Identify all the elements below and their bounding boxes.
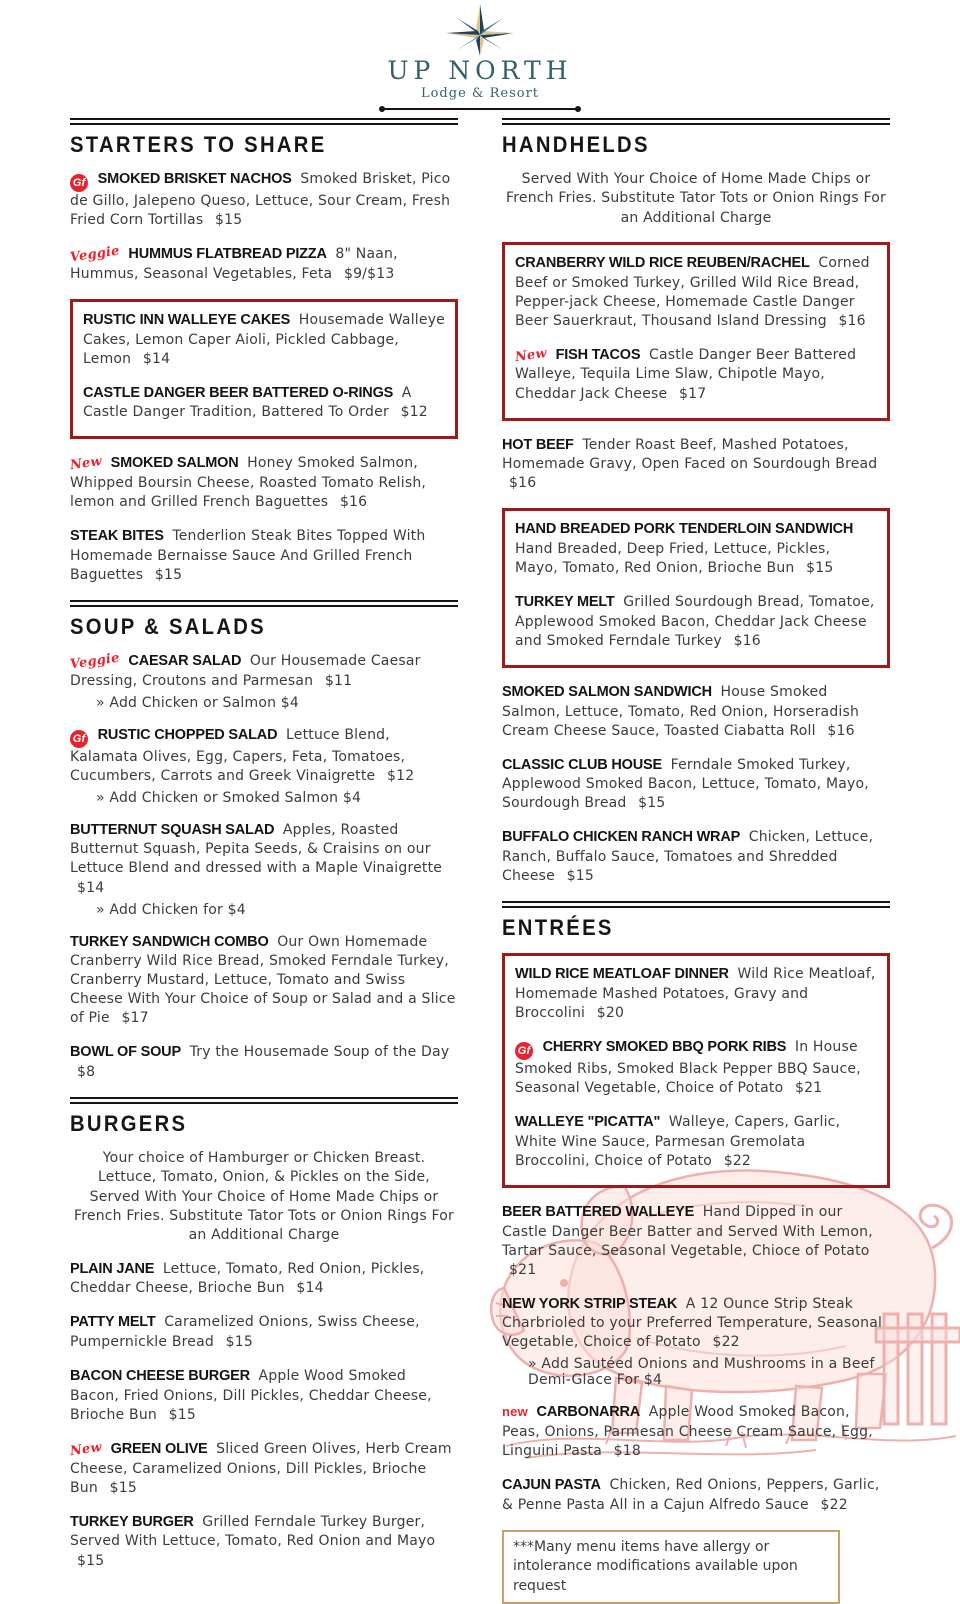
menu-item — [502, 828, 890, 886]
item-price: $22 — [712, 1334, 740, 1351]
item-addon: » Add Chicken or Salmon $4 — [96, 694, 300, 711]
menu-item — [502, 756, 890, 814]
item-name: BUTTERNUT SQUASH SALAD — [70, 821, 275, 838]
new-item-icon: New — [69, 454, 103, 474]
item-price: $15 — [154, 566, 183, 583]
handhelds-intro: Served With Your Choice of Home Made Chips or French Fries. Substitute Tator Tots or Onion Rings For an Additional Charge — [506, 171, 886, 226]
featured-items-box — [502, 508, 890, 668]
featured-items-box — [502, 953, 890, 1188]
item-name: HOT BEEF — [502, 436, 574, 453]
item-description: Caramelized Onions, Swiss Cheese, Pumpernickle Bread — [70, 1314, 420, 1351]
menu-item — [70, 1367, 458, 1425]
item-name: SMOKED SALMON — [110, 455, 239, 472]
item-name: WILD RICE MEATLOAF DINNER — [515, 966, 729, 983]
logo-tagline: Lodge & Resort — [420, 86, 540, 101]
item-price: $14 — [142, 350, 171, 367]
item-description: Grilled Sourdough Bread, Tomatoe, Applewood Smoked Bacon, Cheddar Jack Cheese and Smoked Ferndale Turkey — [515, 594, 875, 649]
item-name: PATTY MELT — [70, 1314, 156, 1331]
menu-item — [70, 1513, 458, 1571]
item-addon: » Add Sautéed Onions and Mushrooms in a Beef Demi-Glace For $4 — [528, 1356, 875, 1389]
menu-header — [0, 0, 960, 110]
item-description: Sliced Green Olives, Herb Cream Cheese, Caramelized Onions, Dill Pickles, Brioche Bun — [70, 1440, 452, 1496]
menu-item — [70, 1260, 458, 1299]
menu-item — [83, 311, 445, 369]
item-description: Try the Housemade Soup of the Day — [189, 1044, 450, 1061]
item-name: BACON CHEESE BURGER — [70, 1368, 250, 1385]
item-price: $15 — [109, 1479, 137, 1496]
item-name: SMOKED SALMON SANDWICH — [502, 683, 712, 700]
item-description: Hand Dipped in our Castle Danger Beer Batter and Served With Lemon, Tartar Sauce, Seasonal Vegetable, Chioce of Potato — [502, 1203, 873, 1259]
menu-item — [70, 821, 458, 898]
item-description: Lettuce Blend, Kalamata Olives, Egg, Capers, Feta, Tomatoes, Cucumbers, Carrots and Greek Vinaigrette — [70, 726, 406, 784]
item-name: NEW YORK STRIP STEAK — [502, 1295, 678, 1312]
item-price: $15 — [638, 795, 666, 812]
item-name: WALLEYE "PICATTA" — [515, 1114, 661, 1131]
item-price: $12 — [387, 767, 415, 784]
item-name: BEER BATTERED WALLEYE — [502, 1203, 695, 1220]
item-description: Apple Wood Smoked Bacon, Fried Onions, Dill Pickles, Cheddar Cheese, Brioche Bun — [70, 1368, 432, 1423]
item-name: CLASSIC CLUB HOUSE — [502, 756, 662, 773]
item-name: GREEN OLIVE — [110, 1440, 208, 1457]
item-addon: » Add Chicken or Smoked Salmon $4 — [96, 789, 362, 806]
item-price: $16 — [838, 312, 866, 329]
menu-item — [515, 965, 877, 1023]
item-description: A 12 Ounce Strip Steak Charbrioled to your Preferred Temperature, Seasonal Vegetable, Choice of Potato — [502, 1295, 883, 1351]
right-column — [502, 112, 890, 1604]
item-price: $12 — [400, 404, 428, 421]
item-price: $21 — [795, 1080, 823, 1097]
item-name: TURKEY SANDWICH COMBO — [70, 933, 269, 950]
item-name: RUSTIC CHOPPED SALAD — [97, 726, 278, 743]
menu-item — [70, 652, 458, 691]
item-price: $18 — [613, 1443, 641, 1460]
item-description: Our Own Homemade Cranberry Wild Rice Bread, Smoked Ferndale Turkey, Cranberry Mustard, Lettuce, Tomato and Swiss Cheese With Your Choice of Soup or Salad and a Slice of Pie — [70, 933, 456, 1027]
item-description: Chicken, Lettuce, Ranch, Buffalo Sauce, Tomatoes and Shredded Cheese — [502, 829, 874, 885]
menu-item — [515, 520, 877, 578]
item-price: $15 — [77, 1552, 105, 1569]
new-item-icon: new — [502, 1404, 528, 1420]
item-price: $17 — [679, 385, 707, 402]
item-description: Housemade Walleye Cakes, Lemon Caper Aioli, Pickled Cabbage, Lemon — [83, 311, 445, 367]
item-description: Castle Danger Beer Battered Walleye, Tequila Lime Slaw, Chipotle Mayo, Cheddar Jack Cheese — [515, 346, 857, 402]
item-price: $9/$13 — [343, 265, 395, 282]
menu-item — [515, 1113, 877, 1171]
section-title-soup-salads: SOUP & SALADS — [70, 613, 266, 639]
item-price: $16 — [733, 632, 761, 649]
menu-item — [515, 593, 877, 651]
item-price: $15 — [225, 1334, 253, 1351]
item-description: Smoked Brisket, Pico de Gillo, Jalepeno Queso, Lettuce, Sour Cream, Fresh Fried Corn Tortillas — [70, 171, 451, 229]
item-name: CHERRY SMOKED BBQ PORK RIBS — [542, 1039, 787, 1055]
item-name: BOWL OF SOUP — [70, 1044, 181, 1061]
section-divider — [70, 1097, 458, 1104]
item-addon: » Add Chicken for $4 — [96, 901, 246, 918]
menu-item — [70, 527, 458, 585]
item-price: $15 — [215, 212, 243, 229]
item-name: TURKEY BURGER — [70, 1513, 194, 1530]
new-item-icon: New — [514, 345, 548, 365]
menu-columns — [0, 112, 960, 1604]
menu-item — [502, 1295, 890, 1353]
menu-item — [515, 346, 877, 404]
section-title-burgers: BURGERS — [70, 1111, 188, 1137]
menu-item — [70, 933, 458, 1029]
item-name: PLAIN JANE — [70, 1260, 155, 1277]
featured-items-box — [502, 242, 890, 421]
item-price: $15 — [168, 1406, 196, 1423]
menu-item — [70, 454, 458, 512]
left-column — [70, 112, 458, 1604]
menu-item — [70, 1313, 458, 1352]
gluten-free-icon: Gf — [515, 1042, 533, 1060]
menu-item — [502, 436, 890, 494]
item-name: CARBONARRA — [536, 1404, 641, 1421]
menu-item — [70, 726, 458, 786]
item-name: RUSTIC INN WALLEYE CAKES — [83, 311, 291, 328]
item-price: $16 — [339, 494, 368, 511]
menu-item — [70, 1440, 458, 1498]
item-description: In House Smoked Ribs, Smoked Black Pepper BBQ Sauce, Seasonal Vegetable, Choice of Potato — [515, 1039, 861, 1097]
item-description: Honey Smoked Salmon, Whipped Boursin Cheese, Roasted Tomato Relish, lemon and Grilled French Baguettes — [70, 455, 427, 511]
veggie-icon: Veggie — [69, 243, 121, 266]
item-name: HUMMUS FLATBREAD PIZZA — [128, 246, 327, 263]
item-name: BUFFALO CHICKEN RANCH WRAP — [502, 829, 741, 846]
item-description: House Smoked Salmon, Lettuce, Tomato, Red Onion, Horseradish Cream Cheese Sauce, Toasted Ciabatta Roll — [502, 683, 860, 739]
burgers-intro: Your choice of Hamburger or Chicken Breast. Lettuce, Tomato, Onion, & Pickles on the Side, Served With Your Choice of Home Made Chips or French Fries. Substitute Tator Tots or Onion Rings For an Additional Charge — [74, 1150, 454, 1244]
item-price: $15 — [566, 868, 594, 885]
item-description: Tenderlion Steak Bites Topped With Homemade Bernaisse Sauce And Grilled French Baguettes — [70, 528, 426, 583]
section-divider — [70, 600, 458, 607]
menu-item — [70, 245, 458, 284]
item-description: Tender Roast Beef, Mashed Potatoes, Homemade Gravy, Open Faced on Sourdough Bread — [502, 436, 878, 473]
section-title-starters: STARTERS TO SHARE — [70, 132, 327, 157]
menu-item — [502, 1476, 890, 1515]
item-description: 8" Naan, Hummus, Seasonal Vegetables, Feta — [70, 246, 398, 282]
item-price: $17 — [121, 1010, 149, 1027]
item-name: CRANBERRY WILD RICE REUBEN/RACHEL — [515, 254, 810, 271]
item-description: Walleye, Capers, Garlic, White Wine Sauce, Parmesan Gremolata Broccolini, Choice of Potato — [515, 1114, 841, 1169]
item-name: CAESAR SALAD — [128, 652, 242, 669]
item-price: $21 — [509, 1261, 537, 1278]
item-description: Wild Rice Meatloaf, Homemade Mashed Potatoes, Gravy and Broccolini — [515, 966, 876, 1021]
allergy-note: ***Many menu items have allergy or intolerance modifications available upon request — [502, 1530, 840, 1604]
new-item-icon: New — [69, 1439, 103, 1460]
item-description: Corned Beef or Smoked Turkey, Grilled Wild Rice Bread, Pepper-jack Cheese, Homemade Castle Danger Beer Sauerkraut, Thousand Island Dressing — [515, 254, 870, 329]
item-price: $20 — [596, 1004, 625, 1021]
item-price: $14 — [296, 1280, 324, 1297]
section-divider — [502, 901, 890, 908]
section-divider — [502, 118, 890, 125]
gluten-free-icon: Gf — [70, 174, 88, 192]
section-title-handhelds: HANDHELDS — [502, 132, 650, 157]
menu-item — [502, 683, 890, 741]
section-divider — [70, 118, 458, 125]
item-description: Hand Breaded, Deep Fried, Lettuce, Pickles, Mayo, Tomato, Red Onion, Brioche Bun — [515, 541, 831, 577]
section-burgers — [70, 1097, 458, 1570]
item-price: $11 — [324, 672, 353, 689]
section-soup-salads — [70, 600, 458, 1082]
section-title-entrees: ENTRÉES — [502, 915, 614, 941]
item-description: A Castle Danger Tradition, Battered To Order — [83, 384, 412, 421]
section-handhelds — [502, 118, 890, 886]
item-price: $16 — [509, 475, 537, 492]
item-price: $22 — [820, 1496, 848, 1513]
item-price: $22 — [723, 1152, 752, 1169]
item-description: Our Housemade Caesar Dressing, Croutons and Parmesan — [70, 652, 421, 689]
item-description: Apples, Roasted Butternut Squash, Pepita Seeds, & Craisins on our Lettuce Blend and dressed with a Maple Vinaigrette — [70, 821, 443, 877]
menu-item — [70, 170, 458, 230]
gluten-free-icon: Gf — [70, 730, 88, 748]
item-description: Chicken, Red Onions, Peppers, Garlic, & Penne Pasta All in a Cajun Alfredo Sauce — [502, 1477, 880, 1513]
menu-item — [515, 1038, 877, 1098]
item-description: Apple Wood Smoked Bacon, Peas, Onions, Parmesan Cheese Cream Sauce, Egg, Linguini Pasta — [502, 1404, 873, 1460]
item-name: SMOKED BRISKET NACHOS — [97, 171, 292, 187]
item-description: Lettuce, Tomato, Red Onion, Pickles, Cheddar Cheese, Brioche Bun — [70, 1260, 425, 1297]
item-description: Ferndale Smoked Turkey, Applewood Smoked Bacon, Lettuce, Tomato, Mayo, Sourdough Bread — [502, 756, 869, 812]
item-description: Grilled Ferndale Turkey Burger, Served With Lettuce, Tomato, Red Onion and Mayo — [70, 1513, 436, 1550]
item-price: $16 — [827, 722, 855, 739]
item-price: $15 — [806, 560, 834, 577]
item-name: CASTLE DANGER BEER BATTERED O-RINGS — [83, 384, 394, 401]
menu-item — [502, 1203, 890, 1280]
item-name: STEAK BITES — [70, 528, 164, 545]
menu-item — [83, 384, 445, 423]
menu-item — [70, 1043, 458, 1082]
item-price: $8 — [77, 1064, 96, 1081]
section-starters — [70, 118, 458, 585]
item-name: TURKEY MELT — [515, 594, 615, 611]
section-entrees — [502, 901, 890, 1604]
featured-items-box — [70, 299, 458, 440]
menu-item — [515, 254, 877, 331]
item-name: CAJUN PASTA — [502, 1477, 601, 1494]
menu-item — [502, 1403, 890, 1461]
veggie-icon: Veggie — [69, 650, 121, 673]
logo-title: UP NORTH — [387, 56, 573, 85]
header-ornament-line — [382, 108, 578, 110]
item-name: FISH TACOS — [555, 346, 641, 363]
item-price: $14 — [77, 879, 105, 896]
item-name: HAND BREADED PORK TENDERLOIN SANDWICH — [515, 521, 854, 538]
